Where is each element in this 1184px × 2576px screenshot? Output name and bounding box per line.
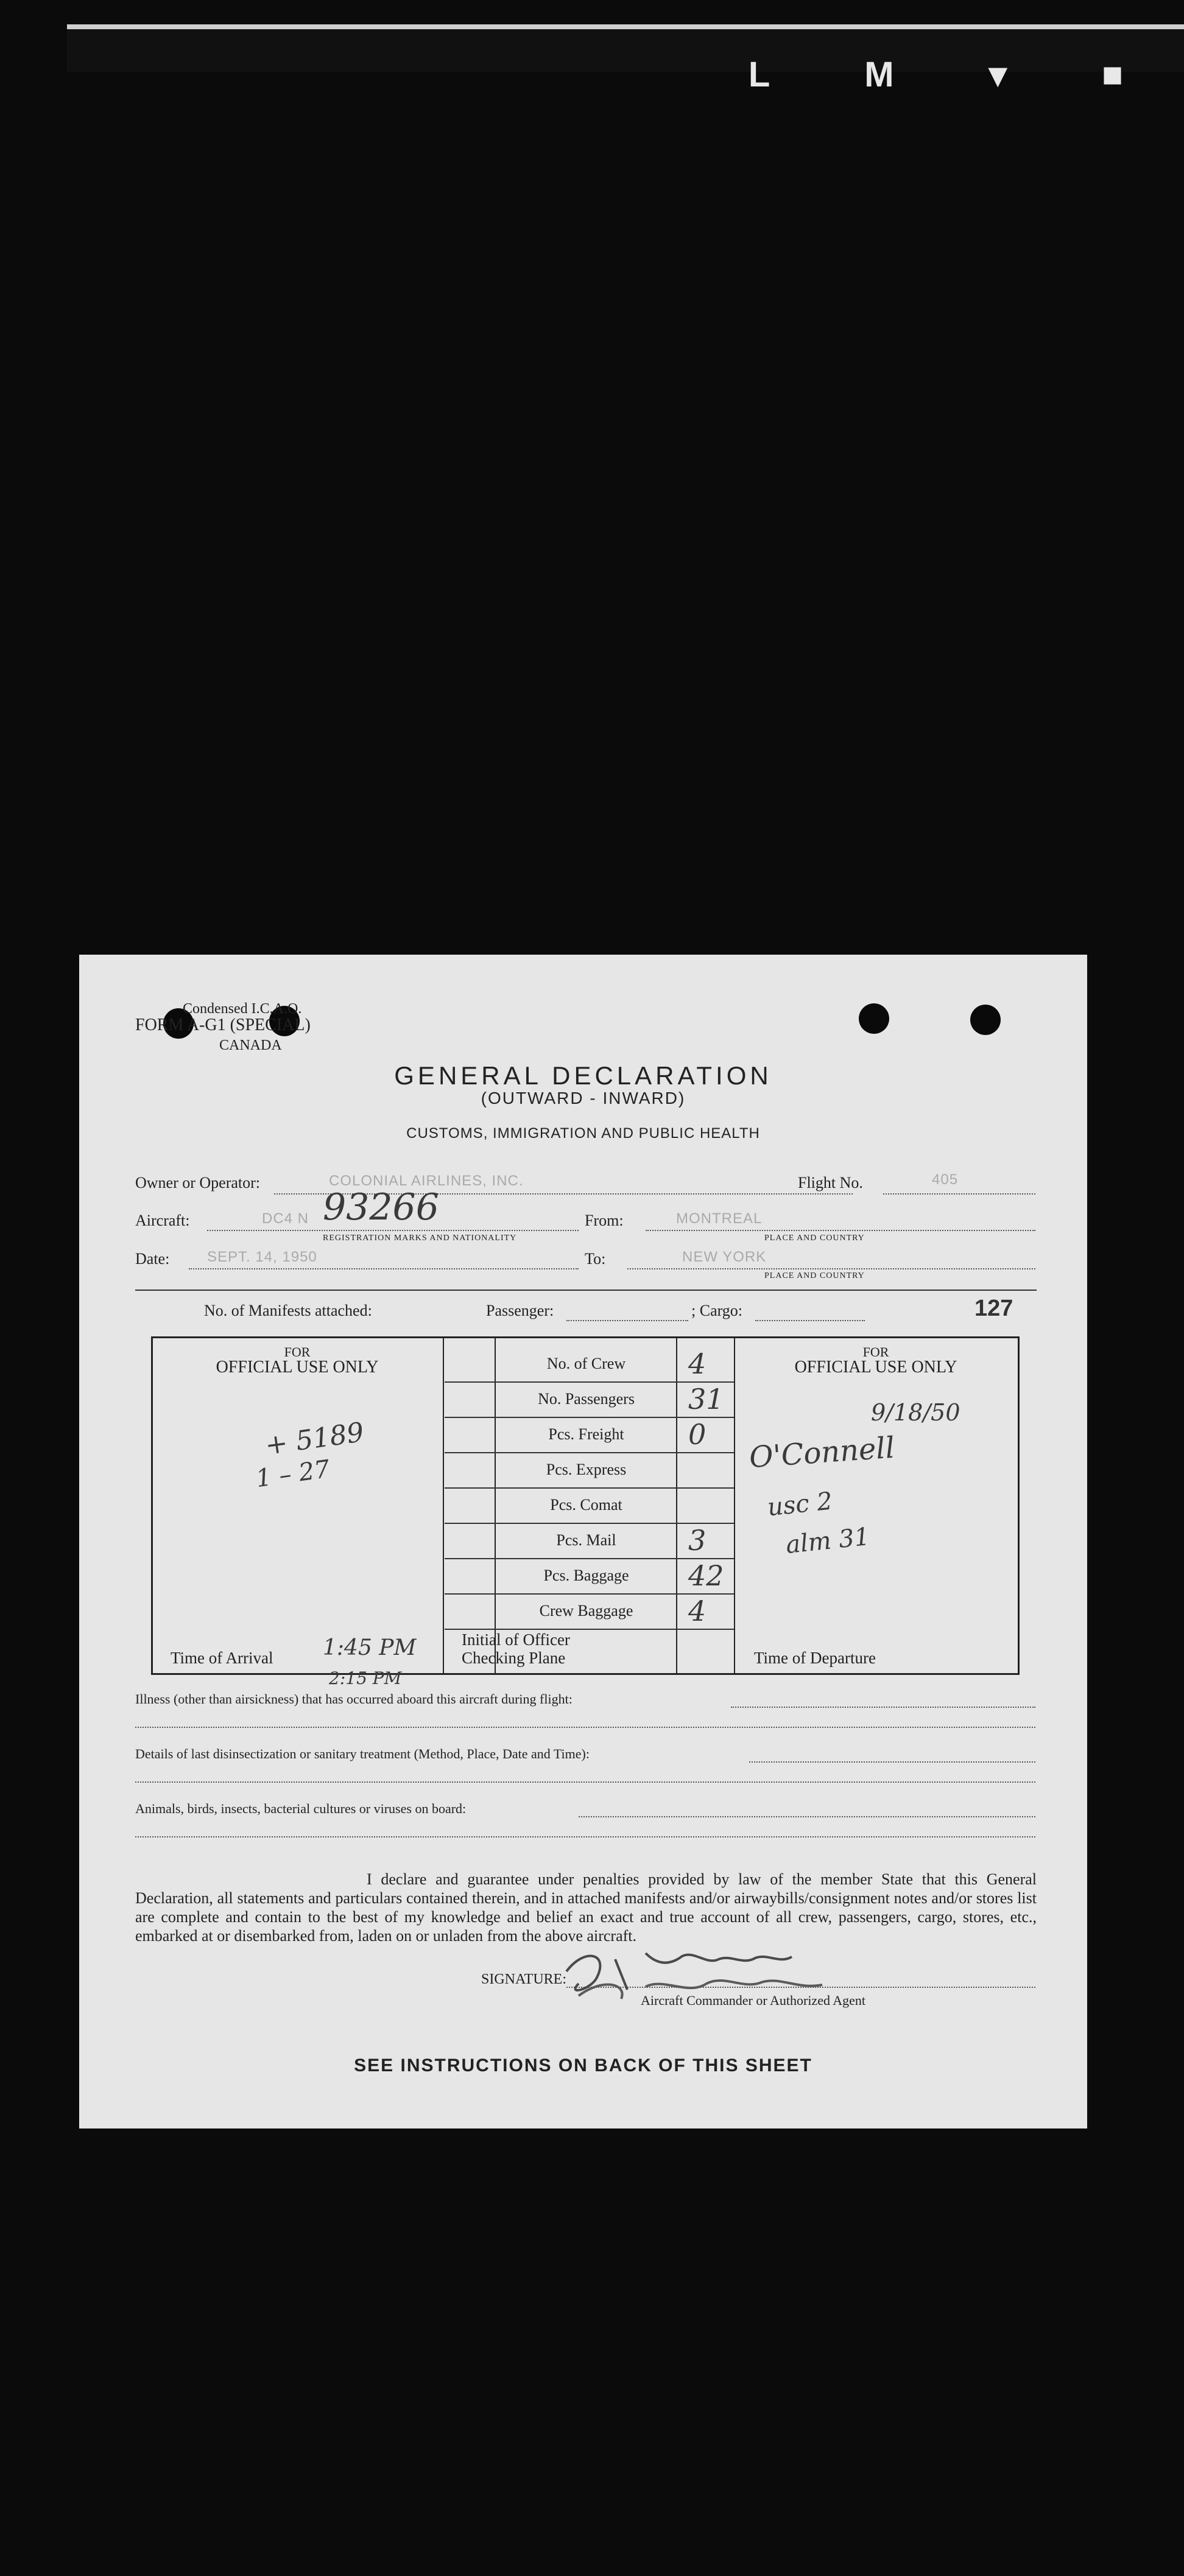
from-line bbox=[646, 1230, 1035, 1231]
aircraft-line bbox=[207, 1230, 579, 1231]
footer-instructions: SEE INSTRUCTIONS ON BACK OF THIS SHEET bbox=[354, 2055, 812, 2076]
date-label: Date: bbox=[135, 1250, 170, 1268]
initial-officer-label-2: Checking Plane bbox=[462, 1649, 566, 1667]
right-handwritten-note-2: alm 31 bbox=[784, 1522, 872, 1560]
passenger-manifest-line bbox=[566, 1320, 688, 1321]
signature-caption: Aircraft Commander or Authorized Agent bbox=[641, 1993, 866, 2008]
illness-line-2 bbox=[135, 1727, 1035, 1728]
initial-officer-label-1: Initial of Officer bbox=[462, 1630, 570, 1649]
table-divider bbox=[676, 1336, 677, 1673]
right-official-header-2: OFFICIAL USE ONLY bbox=[794, 1358, 957, 1377]
item-value: 31 bbox=[688, 1383, 724, 1416]
header-divider bbox=[135, 1290, 1037, 1291]
item-row-line bbox=[445, 1452, 734, 1453]
item-label: Pcs. Express bbox=[546, 1461, 627, 1478]
illness-label: Illness (other than airsickness) that has occurred aboard this aircraft during flight: bbox=[135, 1691, 573, 1707]
table-divider bbox=[495, 1336, 496, 1673]
disinsect-label: Details of last disinsectization or sanitary treatment (Method, Place, Date and Time): bbox=[135, 1746, 590, 1761]
time-of-arrival-value: 1:45 PM bbox=[323, 1635, 417, 1660]
to-line bbox=[627, 1268, 1035, 1269]
aircraft-typed: DC4 N bbox=[262, 1210, 309, 1227]
form-header-line1: Condensed I.C.A.O. bbox=[183, 1001, 302, 1017]
illness-line bbox=[731, 1707, 1035, 1708]
from-value: MONTREAL bbox=[676, 1210, 763, 1227]
item-label: Pcs. Freight bbox=[548, 1425, 624, 1443]
item-label: No. of Crew bbox=[546, 1355, 626, 1372]
from-label: From: bbox=[585, 1212, 624, 1229]
film-edge-strip bbox=[67, 24, 1184, 29]
from-caption: PLACE AND COUNTRY bbox=[764, 1234, 865, 1243]
time-of-departure-label: Time of Departure bbox=[754, 1649, 876, 1667]
item-value: 4 bbox=[688, 1347, 707, 1380]
animals-label: Animals, birds, insects, bacterial cultures or viruses on board: bbox=[135, 1801, 467, 1816]
item-row-line bbox=[445, 1629, 734, 1630]
page-title: GENERAL DECLARATION bbox=[394, 1061, 772, 1090]
flight-label: Flight No. bbox=[798, 1174, 863, 1191]
date-line bbox=[189, 1268, 579, 1269]
item-value: 0 bbox=[688, 1418, 707, 1451]
item-row-line bbox=[445, 1487, 734, 1489]
time-of-arrival-note: 2:15 PM bbox=[329, 1668, 402, 1688]
to-value: NEW YORK bbox=[682, 1249, 767, 1265]
item-label: Pcs. Baggage bbox=[543, 1567, 629, 1584]
flight-value: 405 bbox=[932, 1171, 959, 1188]
aircraft-handwritten: 93266 bbox=[323, 1186, 439, 1229]
manifest-passenger-label: Passenger: bbox=[486, 1302, 554, 1319]
item-label: Crew Baggage bbox=[539, 1602, 633, 1620]
right-handwritten-note-1: usc 2 bbox=[766, 1487, 834, 1522]
declaration-text: I declare and guarantee under penalties provided by law of the member State that this General Declaration, all statements and particulars contained therein, and in attached manifests and/or airwaybills/consignment notes and/or stores list are complete and contain to the best of my knowledge and belief an exact and true account of all crew, passengers, cargo, stores, etc., embarked at or disembarked from, laden on or unladen from the above aircraft. bbox=[135, 1870, 1037, 1945]
stamp-number: 127 bbox=[974, 1296, 1013, 1321]
manifest-label: No. of Manifests attached: bbox=[204, 1302, 372, 1319]
left-official-header-1: FOR bbox=[284, 1344, 311, 1360]
cargo-manifest-line bbox=[755, 1320, 865, 1321]
signature-label: SIGNATURE: bbox=[481, 1971, 567, 1987]
left-official-header-2: OFFICIAL USE ONLY bbox=[216, 1358, 379, 1377]
owner-value: COLONIAL AIRLINES, INC. bbox=[329, 1173, 524, 1189]
right-handwritten-date: 9/18/50 bbox=[871, 1399, 960, 1426]
animals-line bbox=[579, 1816, 1035, 1817]
item-value: 4 bbox=[688, 1595, 707, 1627]
item-value: 3 bbox=[688, 1524, 707, 1557]
left-handwritten-note-1: + 5189 bbox=[263, 1416, 366, 1462]
film-edge-letters: L M ▾ ■ bbox=[748, 55, 1166, 94]
right-official-header-1: FOR bbox=[862, 1344, 889, 1360]
table-divider bbox=[443, 1336, 444, 1673]
to-label: To: bbox=[585, 1250, 606, 1268]
manifest-cargo-label: ; Cargo: bbox=[691, 1302, 743, 1319]
date-value: SEPT. 14, 1950 bbox=[207, 1249, 317, 1265]
item-label: No. Passengers bbox=[538, 1390, 635, 1408]
form-header-line3: CANADA bbox=[219, 1037, 282, 1053]
registration-caption: REGISTRATION MARKS AND NATIONALITY bbox=[323, 1234, 517, 1243]
table-divider bbox=[734, 1336, 735, 1673]
customs-heading: CUSTOMS, IMMIGRATION AND PUBLIC HEALTH bbox=[406, 1125, 760, 1142]
time-of-arrival-label: Time of Arrival bbox=[171, 1649, 273, 1667]
item-label: Pcs. Mail bbox=[556, 1531, 616, 1549]
disinsect-line-2 bbox=[135, 1781, 1035, 1783]
punch-hole bbox=[970, 1005, 1001, 1035]
form-header-line2: FORM A-G1 (SPECIAL) bbox=[135, 1016, 311, 1034]
item-value: 42 bbox=[688, 1559, 724, 1592]
page-subtitle: (OUTWARD - INWARD) bbox=[481, 1089, 686, 1107]
owner-label: Owner or Operator: bbox=[135, 1174, 261, 1191]
flight-line bbox=[883, 1193, 1035, 1195]
disinsect-line bbox=[749, 1761, 1035, 1763]
aircraft-label: Aircraft: bbox=[135, 1212, 190, 1229]
animals-line-2 bbox=[135, 1836, 1035, 1837]
item-label: Pcs. Comat bbox=[550, 1496, 622, 1514]
punch-hole bbox=[859, 1003, 889, 1034]
right-handwritten-name: O'Connell bbox=[748, 1430, 896, 1475]
left-handwritten-note-2: 1 – 27 bbox=[254, 1455, 332, 1493]
to-caption: PLACE AND COUNTRY bbox=[764, 1271, 865, 1280]
general-declaration-document bbox=[79, 955, 1087, 2129]
